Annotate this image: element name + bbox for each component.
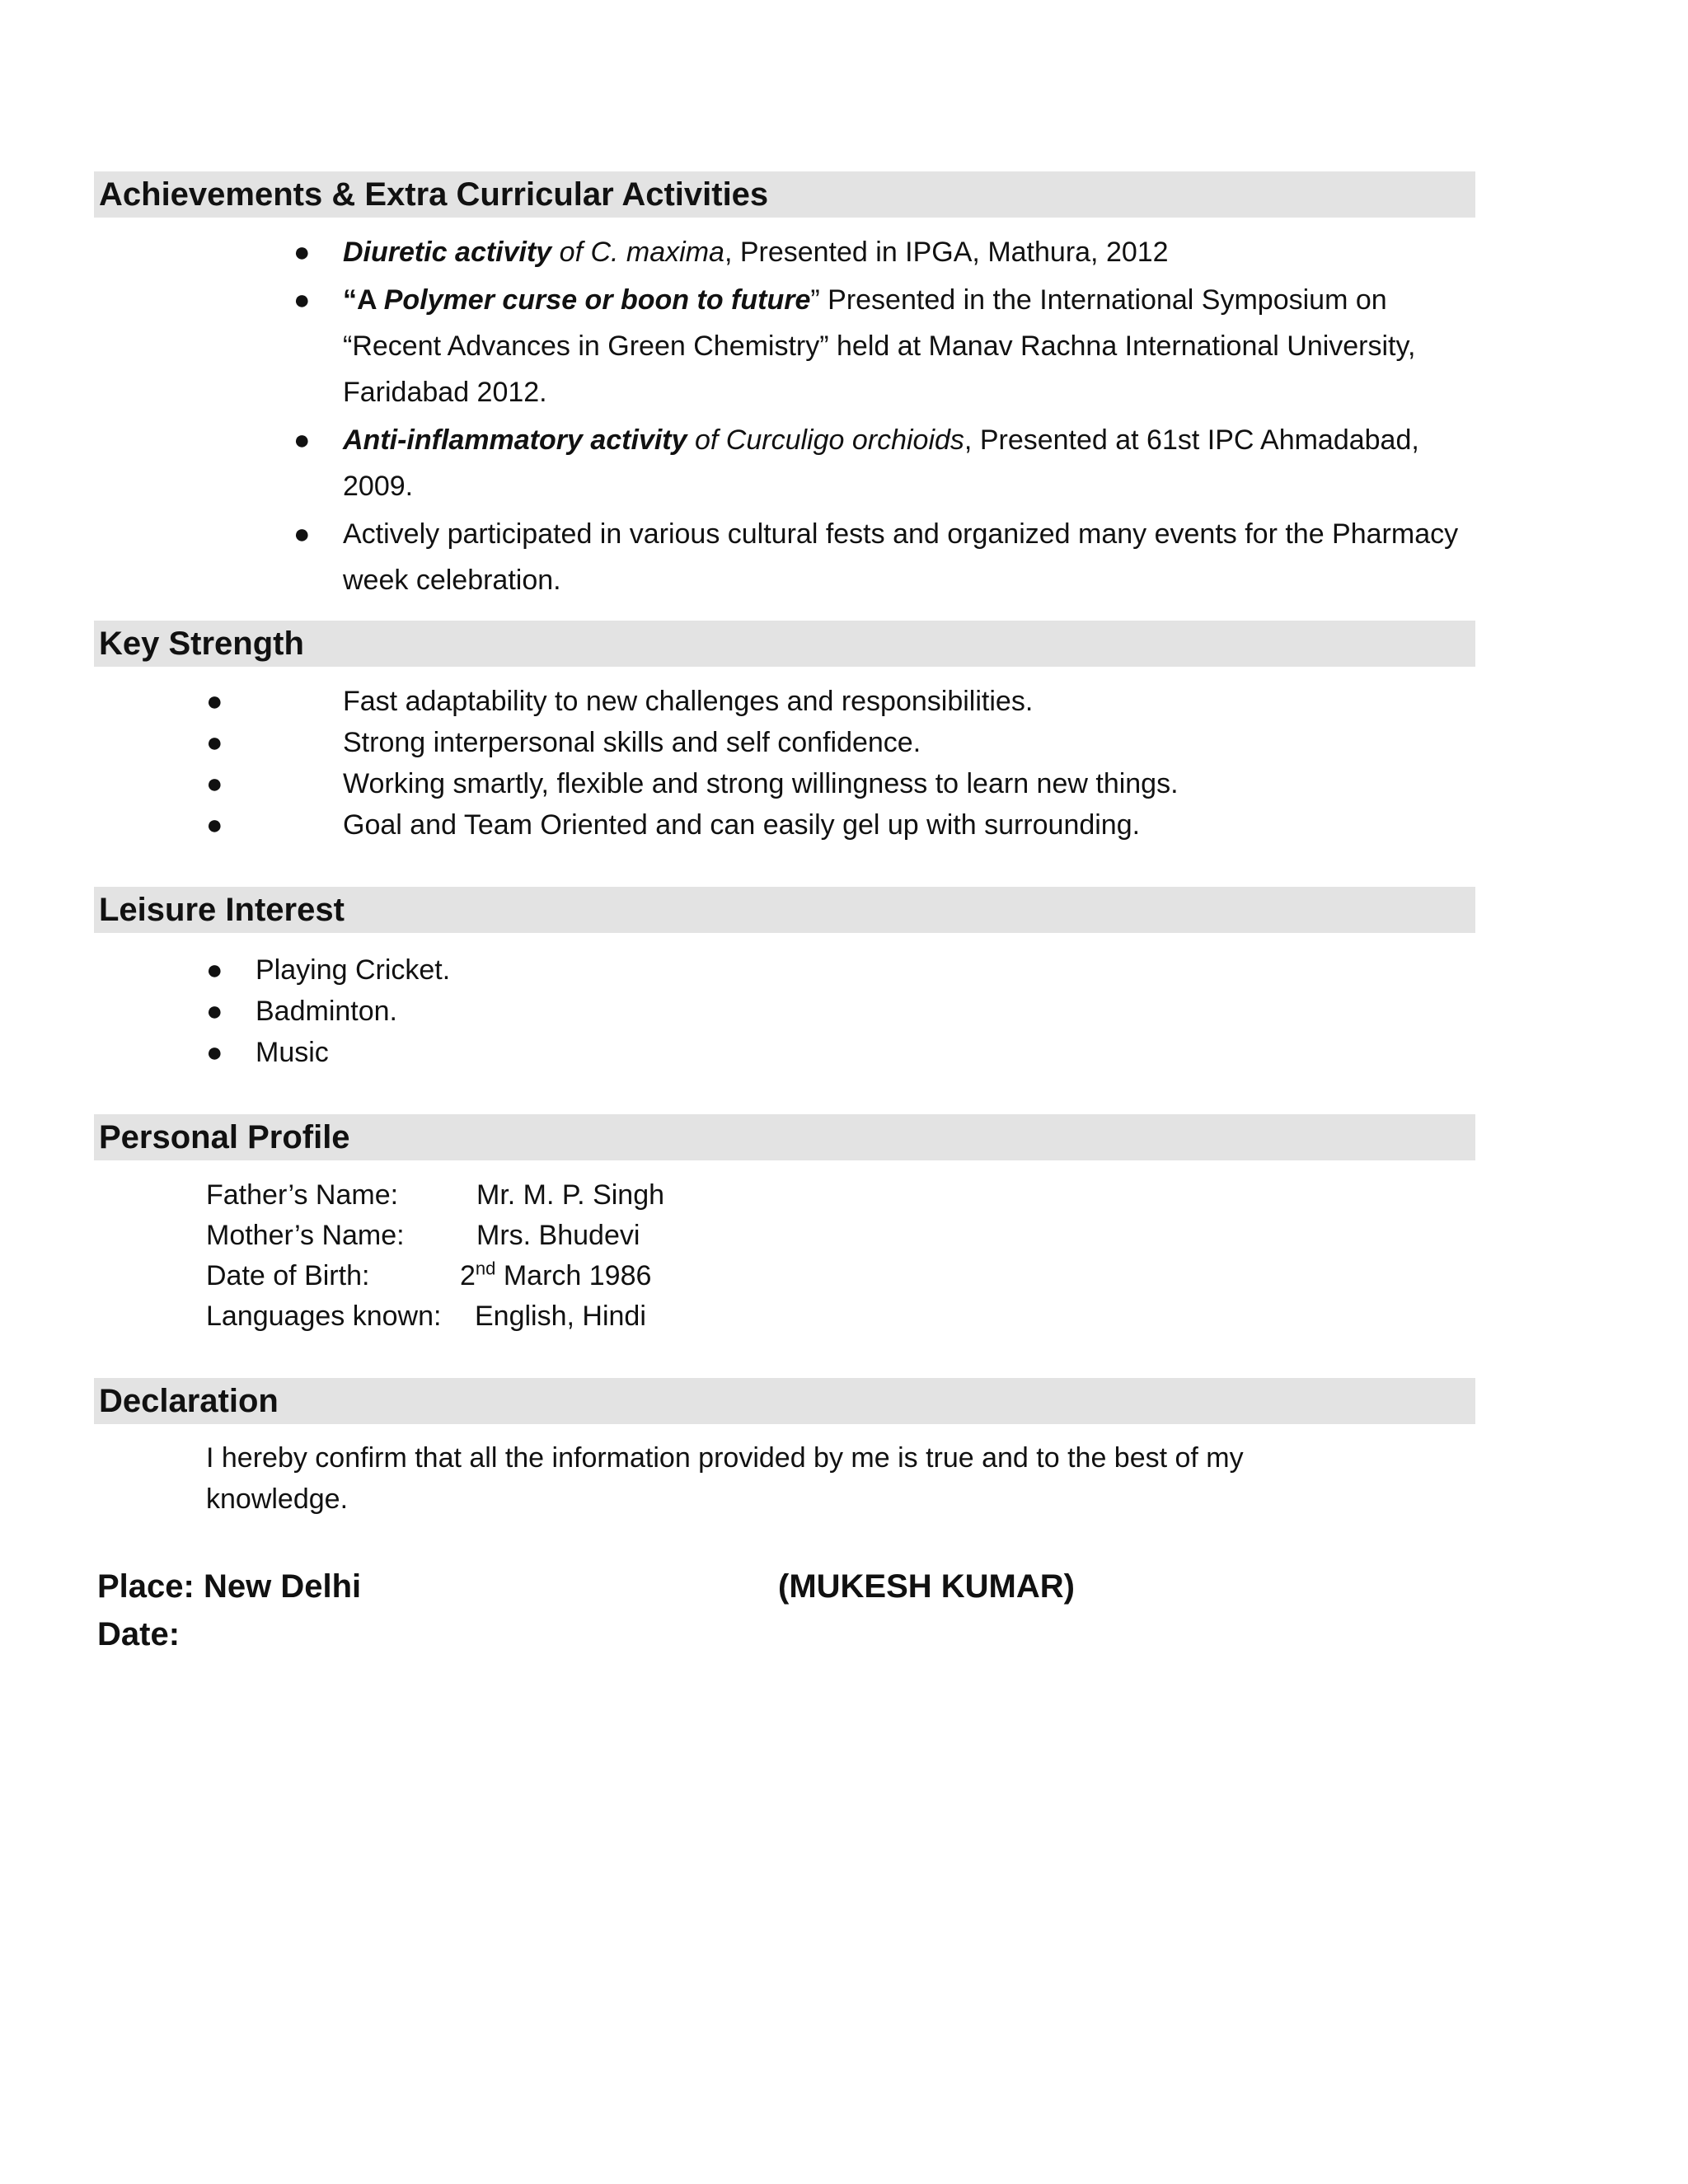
item-detail: , Presented at 61st IPC Ahmadabad, 2009.: [343, 424, 1419, 502]
declaration-header: Declaration: [94, 1378, 1475, 1424]
bullet-icon: ●: [293, 284, 311, 316]
item-text: Music: [256, 1037, 329, 1068]
bullet-icon: ●: [206, 768, 223, 799]
list-item: [94, 511, 1475, 603]
list-item: [94, 229, 1475, 275]
bullet-icon: ●: [293, 424, 311, 456]
key-strength-list: [94, 681, 1179, 846]
dob-label: Date of Birth:: [206, 1260, 370, 1291]
achievements-header: Achievements & Extra Curricular Activities: [94, 171, 1475, 218]
date-line: Date:: [97, 1616, 181, 1652]
bullet-icon: ●: [293, 518, 311, 550]
item-text: Badminton.: [256, 996, 397, 1027]
list-item: [94, 417, 1475, 509]
item-title: Diuretic activity: [343, 237, 552, 268]
bullet-icon: ●: [206, 954, 223, 986]
bullet-icon: ●: [293, 237, 311, 268]
list-item: [94, 681, 1179, 722]
item-text: Playing Cricket.: [256, 954, 451, 986]
dob-value: 2nd March 1986: [460, 1258, 652, 1291]
item-text: Working smartly, flexible and strong willingness to learn new things.: [343, 768, 1179, 799]
signature-name: (MUKESH KUMAR): [778, 1568, 1075, 1605]
list-item: [94, 763, 1179, 804]
bullet-icon: ●: [206, 1037, 223, 1068]
item-title: Polymer curse or boon to future: [383, 284, 811, 316]
item-text: Fast adaptability to new challenges and responsibilities.: [343, 686, 1034, 717]
list-item: [94, 949, 450, 991]
bullet-icon: ●: [206, 996, 223, 1027]
list-item: [94, 1032, 450, 1073]
achievements-list: [94, 229, 1475, 605]
bullet-icon: ●: [206, 727, 223, 758]
item-text: Actively participated in various cultural fests and organized many events for the Pharmacy week celebration.: [343, 518, 1459, 596]
item-title: Anti-inflammatory activity: [343, 424, 687, 456]
place-line: Place: New Delhi: [97, 1568, 362, 1605]
list-item: [94, 804, 1179, 846]
mother-value: Mrs. Bhudevi: [476, 1220, 640, 1251]
item-subject: of Curculigo orchioids: [687, 424, 964, 456]
bullet-icon: ●: [206, 686, 223, 717]
item-text: Strong interpersonal skills and self confidence.: [343, 727, 921, 758]
bullet-icon: ●: [206, 809, 223, 841]
item-prefix: “A: [343, 284, 384, 316]
list-item: [94, 277, 1475, 415]
key-strength-header: Key Strength: [94, 621, 1475, 667]
profile-header: Personal Profile: [94, 1114, 1475, 1160]
item-detail: ” Presented in the International Symposium on “Recent Advances in Green Chemistry” held at Manav Rachna International University, Faridabad 2012.: [343, 284, 1416, 408]
languages-value: English, Hindi: [475, 1301, 646, 1332]
leisure-list: [94, 949, 450, 1073]
list-item: [94, 722, 1179, 763]
item-text: Goal and Team Oriented and can easily gel up with surrounding.: [343, 809, 1141, 841]
declaration-text: I hereby confirm that all the information provided by me is true and to the best of my knowledge.: [206, 1442, 1244, 1515]
mother-label: Mother’s Name:: [206, 1220, 405, 1251]
list-item: [94, 991, 450, 1032]
leisure-header: Leisure Interest: [94, 887, 1475, 933]
father-label: Father’s Name:: [206, 1179, 399, 1211]
languages-label: Languages known:: [206, 1301, 442, 1332]
father-value: Mr. M. P. Singh: [476, 1179, 665, 1211]
item-detail: , Presented in IPGA, Mathura, 2012: [724, 237, 1169, 268]
item-subject: of C. maxima: [551, 237, 724, 268]
